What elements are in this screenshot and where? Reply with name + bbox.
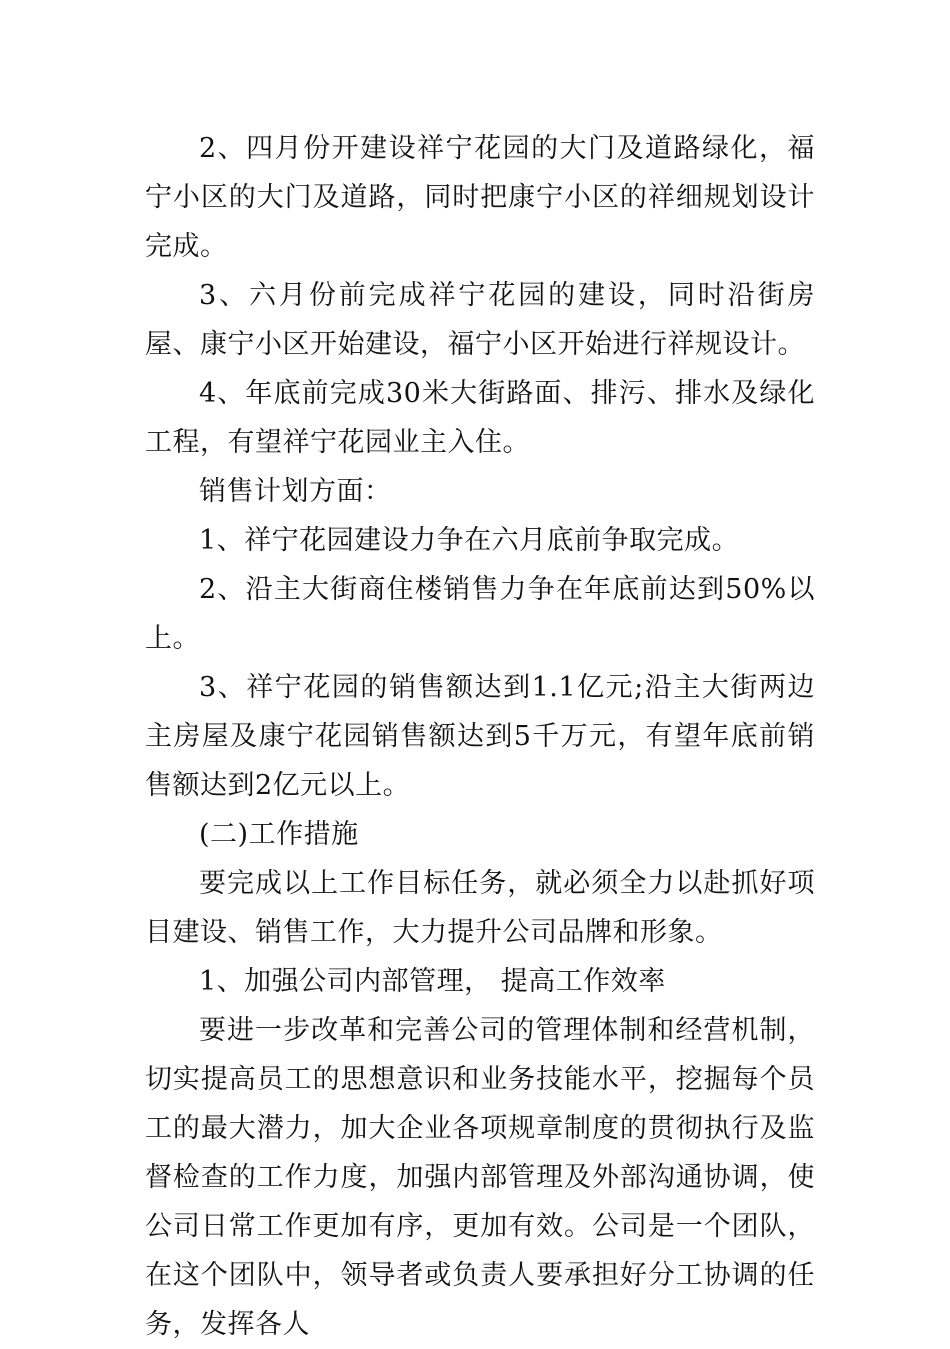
paragraph-plan-april: 2、四月份开建设祥宁花园的大门及道路绿化，福宁小区的大门及道路，同时把康宁小区的祥细规划设计完成。 [145, 133, 815, 262]
paragraph-plan-june: 3、六月份前完成祥宁花园的建设，同时沿街房屋、康宁小区开始建设，福宁小区开始进行祥规设计。 [145, 280, 815, 360]
paragraph-plan-year-end: 4、年底前完成30米大街路面、排污、排水及绿化工程，有望祥宁花园业主入住。 [145, 378, 815, 458]
paragraph-measures-intro: 要完成以上工作目标任务，就必须全力以赴抓好项目建设、销售工作，大力提升公司品牌和形象。 [145, 868, 815, 948]
document-body [145, 124, 815, 1349]
paragraph-sales-1: 1、祥宁花园建设力争在六月底前争取完成。 [199, 525, 740, 556]
section-heading-work-measures: (二)工作措施 [199, 819, 359, 850]
section-heading-sales-plan: 销售计划方面： [199, 476, 392, 507]
subheading-internal-management: 1、加强公司内部管理， 提高工作效率 [199, 966, 666, 997]
paragraph-sales-3: 3、祥宁花园的销售额达到1.1亿元;沿主大街两边主房屋及康宁花园销售额达到5千万元，有望年底前销售额达到2亿元以上。 [145, 672, 815, 801]
paragraph-sales-2: 2、沿主大街商住楼销售力争在年底前达到50%以上。 [145, 574, 815, 654]
paragraph-management-detail: 要进一步改革和完善公司的管理体制和经营机制，切实提高员工的思想意识和业务技能水平，挖掘每个员工的最大潜力，加大企业各项规章制度的贯彻执行及监督检查的工作力度，加强内部管理及外部沟通协调，使公司日常工作更加有序，更加有效。公司是一个团队，在这个团队中，领导者或负责人要承担好分工协调的任务，发挥各人 [145, 1015, 815, 1340]
